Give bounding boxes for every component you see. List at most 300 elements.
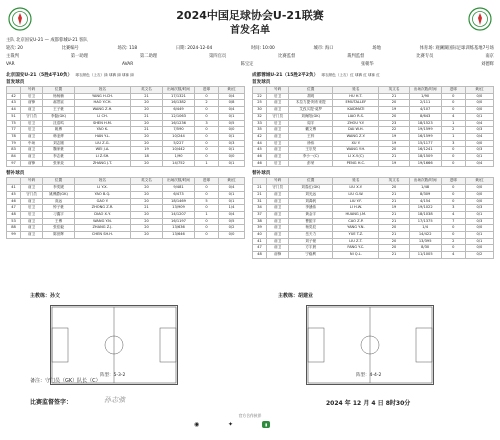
- table-cell: 22: [379, 127, 409, 134]
- table-cell: 0: [441, 160, 465, 167]
- column-header: 号码: [21, 87, 43, 94]
- table-cell: 中场: [21, 140, 43, 147]
- table-cell: 前卫: [267, 154, 289, 161]
- table-cell: 14/752: [163, 160, 195, 167]
- table-cell: 21: [131, 93, 163, 100]
- table-cell: 1: [195, 160, 219, 167]
- table-cell: 20: [379, 147, 409, 154]
- table-cell: WEI J.A.: [75, 147, 131, 154]
- table-row: [7, 198, 245, 205]
- table-row: [7, 232, 245, 239]
- table-cell: 前卫: [267, 127, 289, 134]
- table-cell: 杨奕辰: [289, 225, 333, 232]
- table-cell: 0/0: [465, 225, 493, 232]
- table-cell: 14/1207: [163, 211, 195, 218]
- home-formation: 阵型：5-3-2: [100, 373, 126, 378]
- table-cell: 0: [195, 113, 219, 120]
- table-cell: DIAO X.Y.: [75, 211, 131, 218]
- table-cell: YANG Y.N.: [333, 225, 379, 232]
- table-cell: 1/48: [409, 185, 441, 192]
- table-cell: 21: [379, 232, 409, 239]
- table-cell: 0: [441, 93, 465, 100]
- table-cell: 33: [253, 120, 267, 127]
- table-cell: 13/646: [163, 232, 195, 239]
- table-cell: 46: [253, 154, 267, 161]
- table-cell: 0/4: [465, 120, 493, 127]
- table-cell: 0: [195, 191, 219, 198]
- column-header: 黄/红: [465, 87, 493, 94]
- table-cell: 44: [253, 140, 267, 147]
- table-cell: 20: [131, 191, 163, 198]
- home-starters-table: [6, 86, 245, 167]
- table-cell: 21: [379, 154, 409, 161]
- table-cell: WANG Y.N.: [75, 218, 131, 225]
- table-cell: LI H.W.: [333, 205, 379, 212]
- table-cell: 21: [379, 252, 409, 259]
- table-cell: 19: [379, 160, 409, 167]
- table-cell: ZHOU Y.Y.: [333, 120, 379, 127]
- away-team-section: [252, 72, 494, 259]
- table-cell: 10/244: [163, 133, 195, 140]
- table-cell: YANG H.CH.: [75, 93, 131, 100]
- table-cell: WANG Z.Y.: [333, 133, 379, 140]
- table-cell: EMUTALLEF: [333, 100, 379, 107]
- table-cell: 0: [195, 185, 219, 192]
- table-cell: 39: [253, 225, 267, 232]
- column-header: 进球: [441, 178, 465, 185]
- column-header: 号码: [267, 178, 289, 185]
- table-cell: 0/1: [219, 113, 245, 120]
- table-cell: NI Q.L.: [333, 252, 379, 259]
- table-row: [253, 211, 494, 218]
- table-cell: 6/449: [163, 107, 195, 114]
- table-row: [253, 154, 494, 161]
- table-cell: 0/0: [465, 245, 493, 252]
- table-cell: 21: [379, 93, 409, 100]
- table-cell: SHEN H.M.: [75, 120, 131, 127]
- column-header: 英文名: [131, 178, 163, 185]
- table-cell: 0/3: [465, 127, 493, 134]
- table-cell: CHEN SH.H.: [75, 232, 131, 239]
- table-cell: 0/5: [219, 218, 245, 225]
- table-cell: 前卫: [267, 100, 289, 107]
- table-cell: 30: [253, 107, 267, 114]
- table-cell: 胡玥: [289, 93, 333, 100]
- table-cell: 47: [7, 205, 21, 212]
- table-cell: 45: [7, 191, 21, 198]
- table-cell: 0: [441, 232, 465, 239]
- table-cell: 4/107: [409, 107, 441, 114]
- column-header: 出场次数/时间: [163, 87, 195, 94]
- column-header: 英文名: [379, 87, 409, 94]
- table-cell: 0/0: [219, 232, 245, 239]
- table-row: [7, 160, 245, 167]
- table-row: [253, 120, 494, 127]
- table-cell: LI Y.X.: [75, 185, 131, 192]
- table-cell: 16/1382: [163, 100, 195, 107]
- table-cell: 后卫: [267, 120, 289, 127]
- table-cell: 0/2: [465, 252, 493, 259]
- table-cell: 21: [379, 211, 409, 218]
- home-subs-label: 替补球员: [6, 171, 25, 177]
- table-cell: 18/1523: [409, 120, 441, 127]
- column-header: 黄/红: [465, 178, 493, 185]
- table-cell: 刘海阳(GK): [289, 113, 333, 120]
- table-cell: 18/1509: [409, 154, 441, 161]
- table-cell: PENG H.C.: [333, 160, 379, 167]
- table-row: [253, 113, 494, 120]
- away-subs-table: [252, 177, 494, 258]
- table-cell: 前锋: [21, 160, 43, 167]
- column-header: 英文名: [131, 87, 163, 94]
- table-cell: 16/1599: [409, 133, 441, 140]
- table-cell: 刁鑫宇: [43, 211, 75, 218]
- table-cell: 23: [379, 120, 409, 127]
- table-cell: 16/1241: [409, 147, 441, 154]
- table-cell: ZHANG Z.J.: [75, 225, 131, 232]
- table-cell: 21: [253, 191, 267, 198]
- table-cell: 40: [253, 232, 267, 239]
- away-subs-label: 替补球员: [252, 171, 271, 177]
- table-cell: 张佳毅: [43, 225, 75, 232]
- table-cell: 20: [131, 232, 163, 239]
- table-cell: 9/481: [163, 185, 195, 192]
- column-header: 出场次数/时间: [409, 87, 441, 94]
- table-cell: 0/0: [465, 93, 493, 100]
- table-cell: 51: [7, 113, 21, 120]
- table-cell: 刘志刚: [43, 140, 75, 147]
- table-cell: 0: [195, 218, 219, 225]
- table-cell: 前卫: [267, 225, 289, 232]
- table-cell: 20: [379, 100, 409, 107]
- table-cell: 前卫: [267, 238, 289, 245]
- table-cell: 王宗昊: [289, 147, 333, 154]
- table-cell: 53: [7, 218, 21, 225]
- table-cell: 杨杨楠: [43, 93, 75, 100]
- table-cell: 1: [441, 133, 465, 140]
- table-cell: 0/1: [219, 133, 245, 140]
- table-row: [253, 140, 494, 147]
- table-cell: 20: [131, 100, 163, 107]
- table-cell: 44: [7, 107, 21, 114]
- table-cell: 0/3: [219, 140, 245, 147]
- table-row: [7, 225, 245, 232]
- table-cell: 38: [253, 218, 267, 225]
- table-cell: HU H.T.: [333, 93, 379, 100]
- table-cell: 20: [131, 225, 163, 232]
- table-cell: 17/1375: [409, 218, 441, 225]
- table-cell: KAIDMATI: [333, 107, 379, 114]
- table-cell: 0/0: [465, 198, 493, 205]
- table-cell: 25: [253, 100, 267, 107]
- table-cell: 20: [379, 238, 409, 245]
- table-cell: 刘光远: [289, 191, 333, 198]
- table-cell: 20: [131, 133, 163, 140]
- home-starters-header-row: [7, 87, 245, 94]
- table-cell: LIU X.Y.: [333, 185, 379, 192]
- table-cell: 0: [195, 232, 219, 239]
- table-cell: 4: [441, 252, 465, 259]
- table-cell: 10/442: [163, 147, 195, 154]
- table-cell: 20: [131, 198, 163, 205]
- table-cell: 姚博爵(GK): [43, 191, 75, 198]
- table-cell: 后卫: [21, 205, 43, 212]
- table-cell: 19: [131, 147, 163, 154]
- table-cell: 钟子豪: [43, 205, 75, 212]
- table-row: [253, 93, 494, 100]
- column-header: [253, 178, 267, 185]
- table-cell: 前卫: [267, 232, 289, 239]
- table-cell: 21: [379, 198, 409, 205]
- table-cell: 前卫: [21, 133, 43, 140]
- table-row: [7, 120, 245, 127]
- table-cell: 前卫: [267, 191, 289, 198]
- legend-note: 备注：守门员（GK）队长（C）: [30, 378, 101, 384]
- table-cell: 3: [441, 205, 465, 212]
- table-cell: 19: [379, 107, 409, 114]
- table-cell: YAO B.Q.: [75, 191, 131, 198]
- column-header: 姓名: [75, 87, 131, 94]
- column-header: 出场次数/时间: [163, 178, 195, 185]
- column-header: 位置: [289, 178, 333, 185]
- table-cell: 34: [253, 205, 267, 212]
- table-row: [253, 160, 494, 167]
- column-header: 姓名: [75, 178, 131, 185]
- table-cell: 1/4: [409, 225, 441, 232]
- table-cell: YAO K.: [75, 127, 131, 134]
- table-cell: 78: [7, 133, 21, 140]
- table-cell: 0: [441, 198, 465, 205]
- table-cell: 0: [195, 133, 219, 140]
- table-row: [253, 205, 494, 212]
- table-cell: 0/0: [465, 100, 493, 107]
- table-row: [7, 205, 245, 212]
- table-cell: 32: [253, 113, 267, 120]
- partner-logo-icon: ✦: [228, 421, 234, 428]
- table-cell: 20: [131, 211, 163, 218]
- table-row: [253, 127, 494, 134]
- table-cell: 6/473: [163, 191, 195, 198]
- table-cell: 8/643: [409, 113, 441, 120]
- partner-logo-icon: ▮: [262, 421, 270, 428]
- table-cell: 0/4: [219, 93, 245, 100]
- table-cell: 0/8: [219, 100, 245, 107]
- table-row: [253, 198, 494, 205]
- table-cell: 0/4: [219, 107, 245, 114]
- table-cell: 48: [253, 252, 267, 259]
- table-row: [7, 211, 245, 218]
- table-cell: 45: [253, 147, 267, 154]
- table-cell: 0/1: [219, 191, 245, 198]
- table-cell: 20: [131, 218, 163, 225]
- table-cell: 王子豪: [43, 107, 75, 114]
- table-cell: 0/1: [219, 160, 245, 167]
- table-cell: 后卫: [267, 140, 289, 147]
- match-info-row: 轮次: 20 比赛编号 场次: 118 日期: 2024-12-04 时间: 10:00 城市: 海口 场地 体育场: 观澜湖国际足球训练基地7号场: [6, 46, 494, 51]
- away-starters-label: 首发球员: [252, 80, 271, 85]
- table-cell: 前卫: [21, 218, 43, 225]
- table-cell: 李小一(C): [289, 154, 333, 161]
- table-cell: 21: [131, 127, 163, 134]
- table-cell: 王博: [43, 218, 75, 225]
- table-cell: 前卫: [267, 211, 289, 218]
- table-cell: 后卫: [267, 160, 289, 167]
- column-header: 进球: [441, 87, 465, 94]
- table-cell: 1/4: [219, 205, 245, 212]
- table-cell: 18: [131, 154, 163, 161]
- table-cell: 22: [253, 93, 267, 100]
- table-cell: DAI W.H.: [333, 127, 379, 134]
- table-cell: 0: [441, 147, 465, 154]
- table-cell: 1: [441, 120, 465, 127]
- table-cell: 0: [441, 185, 465, 192]
- var-row: VAR AVAR 陈宝定 张朝华 刘德辉: [6, 62, 494, 67]
- table-cell: 后卫: [267, 93, 289, 100]
- table-cell: HAO Y.CH.: [75, 100, 131, 107]
- table-cell: 徐伟: [289, 140, 333, 147]
- home-subs-header-row: [7, 178, 245, 185]
- table-cell: 方宇晨: [289, 245, 333, 252]
- table-cell: 李涵伟: [289, 205, 333, 212]
- table-cell: LIAO R.S.: [333, 113, 379, 120]
- table-cell: 后卫: [21, 127, 43, 134]
- table-cell: 20: [379, 245, 409, 252]
- table-row: [7, 100, 245, 107]
- table-cell: 46: [253, 160, 267, 167]
- table-cell: 11/1005: [409, 252, 441, 259]
- table-cell: HUANG J.M.: [333, 211, 379, 218]
- table-cell: 14/422: [409, 232, 441, 239]
- table-cell: 0/0: [465, 107, 493, 114]
- table-cell: 18/1038: [409, 211, 441, 218]
- table-cell: 0/1: [465, 211, 493, 218]
- supervisor-signature: 孙志強: [104, 396, 125, 404]
- table-cell: 0/4: [219, 211, 245, 218]
- match-teams: 主队 北京国安U-21 — 成都蓉城U-21 客队: [6, 38, 88, 43]
- table-cell: 前卫: [21, 232, 43, 239]
- table-cell: ZHONG Z.R.: [75, 205, 131, 212]
- away-starters-header-row: [253, 87, 494, 94]
- table-cell: 刘春红(GK): [289, 185, 333, 192]
- partners-label: 官方合作伙伴: [238, 413, 262, 418]
- table-cell: 0/0: [219, 127, 245, 134]
- table-cell: 后卫: [21, 93, 43, 100]
- table-cell: 守门员: [267, 185, 289, 192]
- table-row: [7, 93, 245, 100]
- table-cell: WANG Z.H.: [75, 107, 131, 114]
- table-cell: 0: [195, 205, 219, 212]
- table-cell: 0/1: [465, 154, 493, 161]
- table-cell: 曹振宇: [289, 218, 333, 225]
- table-cell: 2: [195, 100, 219, 107]
- table-cell: 0: [441, 225, 465, 232]
- table-cell: 守门员: [21, 191, 43, 198]
- table-cell: 20: [131, 140, 163, 147]
- table-cell: 97: [7, 160, 21, 167]
- table-cell: 彭荣: [289, 160, 333, 167]
- table-cell: 41: [7, 185, 21, 192]
- table-row: [7, 140, 245, 147]
- table-cell: 20: [131, 120, 163, 127]
- table-cell: 5/227: [163, 140, 195, 147]
- column-header: 位置: [43, 178, 75, 185]
- table-cell: 47: [253, 245, 267, 252]
- away-starters-table: [252, 86, 494, 167]
- signature-date: 2024 年 12 月 4 日 8时30分: [326, 400, 411, 407]
- table-cell: FANG Y.C.: [333, 245, 379, 252]
- table-cell: 7/590: [163, 127, 195, 134]
- table-cell: 0/5: [219, 120, 245, 127]
- table-cell: 20: [131, 185, 163, 192]
- table-row: [253, 245, 494, 252]
- home-team-label: 北京国安U-21（5胜4平10负） 球衣颜色（上衣）绿 球裤 绿 球袜 绿: [6, 73, 134, 78]
- table-cell: 0: [195, 140, 219, 147]
- table-row: [253, 100, 494, 107]
- column-header: 姓名: [333, 87, 379, 94]
- table-cell: 35: [253, 127, 267, 134]
- table-row: [7, 127, 245, 134]
- table-row: [7, 218, 245, 225]
- table-row: [7, 133, 245, 140]
- table-cell: 79: [7, 140, 21, 147]
- table-cell: 前卫: [21, 198, 43, 205]
- home-starters-label: 首发球员: [6, 80, 25, 85]
- table-row: [7, 113, 245, 120]
- table-cell: 0/4: [465, 160, 493, 167]
- table-cell: 13/909: [163, 205, 195, 212]
- table-cell: 前卫: [267, 245, 289, 252]
- table-row: [7, 191, 245, 198]
- table-cell: 42: [253, 133, 267, 140]
- table-cell: 3: [195, 120, 219, 127]
- column-header: 出场次数/时间: [409, 178, 441, 185]
- table-cell: LIU Y.F.: [333, 198, 379, 205]
- home-subs-table: [6, 177, 245, 238]
- table-cell: 姚博: [43, 127, 75, 134]
- table-cell: 12/1063: [163, 113, 195, 120]
- table-cell: 韩亚烨: [43, 133, 75, 140]
- table-cell: 0: [441, 191, 465, 198]
- table-cell: 2: [441, 238, 465, 245]
- table-cell: 0/1: [219, 147, 245, 154]
- table-cell: 0: [195, 154, 219, 161]
- table-cell: LI CH.: [75, 113, 131, 120]
- column-header: 位置: [289, 87, 333, 94]
- table-cell: 17/1321: [163, 93, 195, 100]
- table-cell: 0/0: [219, 154, 245, 161]
- partner-logo-icon: ◉: [194, 421, 200, 428]
- table-cell: 21: [379, 218, 409, 225]
- table-cell: 77: [7, 127, 21, 134]
- table-cell: 木拉力提·阿布来提: [289, 100, 333, 107]
- table-cell: 19: [379, 133, 409, 140]
- away-team-label: 成都蓉城U-21（15胜2平2负） 球衣颜色（上衣）红 球裤 红 球袜 红: [252, 73, 380, 78]
- column-header: [253, 87, 267, 94]
- column-header: 姓名: [333, 178, 379, 185]
- page-title: 2024中国足球协会U-21联赛: [176, 9, 324, 22]
- table-cell: 1: [195, 211, 219, 218]
- table-cell: 0/0: [465, 140, 493, 147]
- table-cell: 43: [7, 100, 21, 107]
- referee-signature-label: 比赛监督签字：: [30, 399, 73, 406]
- table-cell: 7: [441, 218, 465, 225]
- table-cell: LI Z.SH.: [75, 154, 131, 161]
- table-cell: 0/4: [465, 133, 493, 140]
- table-cell: 李奕媛: [43, 185, 75, 192]
- table-cell: 刘子豪: [289, 238, 333, 245]
- table-cell: 20: [379, 225, 409, 232]
- table-cell: 0/0: [465, 191, 493, 198]
